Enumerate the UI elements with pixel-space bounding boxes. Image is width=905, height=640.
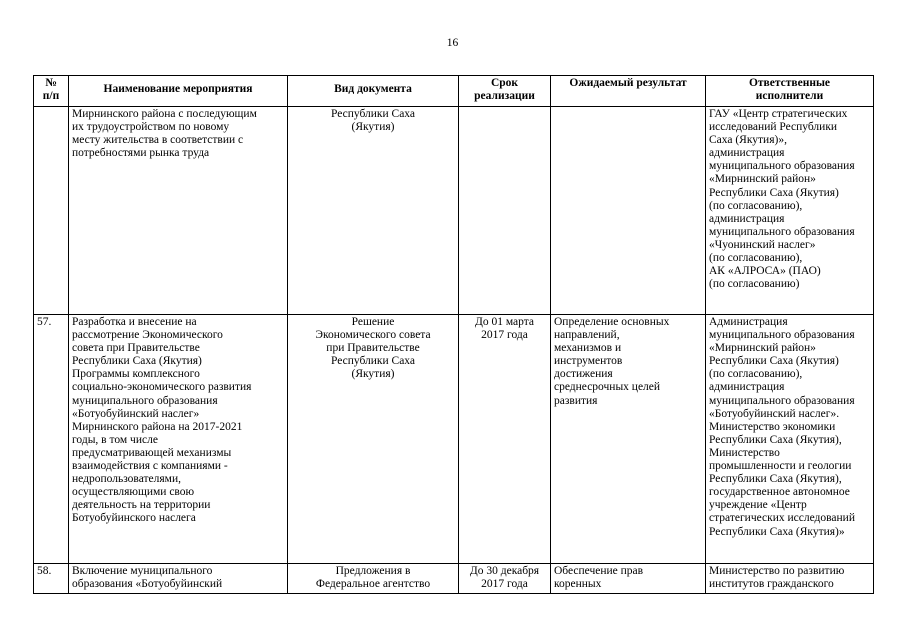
cell-executors-line: государственное автономное	[709, 486, 850, 499]
cell-executors-line: Министерство по развитию	[709, 565, 845, 577]
cell-executors-line: администрация	[709, 147, 785, 160]
cell-doc	[288, 107, 459, 315]
cell-term	[459, 107, 551, 315]
header-num-line1: №	[45, 77, 57, 89]
cell-executors-line: институтов гражданского	[709, 578, 834, 591]
cell-result-line: среднесрочных целей	[554, 381, 661, 394]
header-result-line1: Ожидаемый результат	[569, 77, 687, 89]
cell-name-line: Ботуобуйинского наслега	[72, 512, 196, 525]
page-number: 16	[446, 37, 459, 49]
cell-name-line: «Ботуобуйинский наслег»	[72, 407, 200, 420]
table-row	[34, 107, 874, 315]
cell-executors-line: «Ботуобуйинский наслег».	[709, 407, 840, 420]
cell-executors-line: стратегических исследований	[709, 512, 855, 525]
cell-executors-line: ГАУ «Центр стратегических	[709, 108, 848, 120]
cell-executors-line: муниципального образования	[709, 394, 855, 407]
cell-result-line: направлений,	[554, 329, 620, 342]
cell-result-line: Обеспечение прав	[554, 565, 644, 577]
cell-name-line: осуществляющими свою	[72, 486, 195, 499]
cell-name-line: Мирнинского района с последующим	[72, 108, 257, 120]
header-term-line2: реализации	[474, 90, 535, 103]
cell-name-line: совета при Правительстве	[72, 342, 200, 355]
cell-doc-line: Республики Саха	[330, 108, 416, 120]
cell-executors-line: Администрация	[709, 316, 788, 328]
cell-executors-line: Республики Саха (Якутия),	[709, 433, 842, 446]
cell-term-line: 2017 года	[481, 578, 528, 591]
cell-name-line: образования «Ботуобуйинский	[72, 578, 223, 591]
cell-name-line: деятельность на территории	[72, 499, 211, 512]
cell-term	[459, 564, 551, 594]
cell-result-line: развития	[554, 394, 598, 407]
cell-name-line: Мирнинского района на 2017-2021	[72, 420, 243, 433]
cell-executors-line: Министерство	[709, 446, 780, 459]
table-row	[34, 315, 874, 564]
cell-name-line: Включение муниципального	[72, 565, 213, 577]
cell-name-line: рассмотрение Экономического	[72, 329, 223, 342]
cell-doc-line: (Якутия)	[351, 121, 395, 134]
cell-executors-line: (по согласованию),	[709, 252, 803, 265]
cell-name-line: Республики Саха (Якутия)	[72, 355, 202, 368]
cell-term-line: До 01 марта	[474, 316, 535, 328]
cell-executors-line: Республики Саха (Якутия)	[709, 186, 839, 199]
cell-result-line: механизмов и	[554, 342, 622, 355]
cell-executors	[706, 107, 874, 315]
cell-name-line: социально-экономического развития	[72, 381, 252, 394]
cell-doc	[288, 564, 459, 594]
header-doc-line1: Вид документа	[334, 83, 412, 95]
cell-result-line: достижения	[554, 368, 613, 381]
cell-executors-line: (по согласованию)	[709, 278, 800, 291]
cell-result	[551, 564, 706, 594]
cell-result	[551, 315, 706, 564]
cell-executors-line: «Мирнинский район»	[709, 173, 816, 186]
cell-name	[69, 564, 288, 594]
cell-doc-line: при Правительстве	[326, 342, 420, 355]
cell-executors	[706, 564, 874, 594]
cell-result-line: Определение основных	[554, 316, 670, 328]
header-term-line1: Срок	[490, 77, 519, 89]
cell-executors-line: Министерство экономики	[709, 420, 836, 433]
cell-executors	[706, 315, 874, 564]
header-doc	[288, 76, 459, 107]
cell-name-line: Разработка и внесение на	[72, 316, 197, 328]
header-term	[459, 76, 551, 107]
cell-executors-line: Республики Саха (Якутия)»	[709, 525, 845, 538]
plan-table	[33, 75, 874, 594]
header-name	[69, 76, 288, 107]
cell-executors-line: Республики Саха (Якутия),	[709, 473, 842, 486]
cell-doc-line: Предложения в	[335, 565, 411, 577]
cell-executors-line: (по согласованию),	[709, 368, 803, 381]
cell-name-line: месту жительства в соответствии с	[72, 134, 244, 147]
header-executors-line2: исполнители	[755, 90, 824, 103]
cell-executors-line: исследований Республики	[709, 121, 838, 134]
cell-name-line: потребностями рынка труда	[72, 147, 210, 160]
cell-doc-line: Республики Саха	[330, 355, 416, 368]
header-result	[551, 76, 706, 107]
cell-num	[34, 107, 69, 315]
cell-doc-line: Решение	[351, 316, 395, 328]
cell-name-line: их трудоустройством по новому	[72, 121, 230, 134]
cell-result	[551, 107, 706, 315]
cell-num: 58.	[34, 564, 69, 594]
cell-result-line: коренных	[554, 578, 602, 591]
cell-executors-line: АК «АЛРОСА» (ПАО)	[709, 265, 821, 278]
table-row	[34, 564, 874, 594]
cell-num: 57.	[34, 315, 69, 564]
cell-name	[69, 107, 288, 315]
cell-term-line: До 30 декабря	[469, 565, 540, 577]
cell-executors-line: «Мирнинский район»	[709, 342, 816, 355]
header-num	[34, 76, 69, 107]
cell-name-line: взаимодействия с компаниями -	[72, 460, 228, 473]
cell-doc-line: (Якутия)	[351, 368, 395, 381]
cell-doc	[288, 315, 459, 564]
cell-doc-line: Экономического совета	[315, 329, 431, 342]
cell-executors-line: муниципального образования	[709, 329, 855, 342]
cell-executors-line: Республики Саха (Якутия)	[709, 355, 839, 368]
cell-executors-line: муниципального образования	[709, 225, 855, 238]
cell-name-line: предусматривающей механизмы	[72, 446, 232, 459]
cell-term	[459, 315, 551, 564]
cell-result-line: инструментов	[554, 355, 623, 368]
cell-term-line: 2017 года	[481, 329, 528, 342]
header-num-line2: п/п	[42, 90, 60, 103]
header-name-line1: Наименование мероприятия	[103, 83, 253, 95]
header-executors-line1: Ответственные	[748, 77, 831, 89]
cell-executors-line: администрация	[709, 212, 785, 225]
cell-executors-line: муниципального образования	[709, 160, 855, 173]
cell-name-line: Программы комплексного	[72, 368, 200, 381]
cell-executors-line: промышленности и геологии	[709, 460, 852, 473]
table-header-row	[34, 76, 874, 107]
cell-name-line: годы, в том числе	[72, 433, 158, 446]
cell-executors-line: (по согласованию),	[709, 199, 803, 212]
cell-name-line: муниципального образования	[72, 394, 218, 407]
cell-name-line: недропользователями,	[72, 473, 181, 486]
cell-executors-line: учреждение «Центр	[709, 499, 807, 512]
header-executors	[706, 76, 874, 107]
cell-executors-line: администрация	[709, 381, 785, 394]
cell-doc-line: Федеральное агентство	[315, 578, 431, 591]
cell-executors-line: Саха (Якутия)»,	[709, 134, 787, 147]
cell-name	[69, 315, 288, 564]
cell-executors-line: «Чуонинский наслег»	[709, 238, 816, 251]
